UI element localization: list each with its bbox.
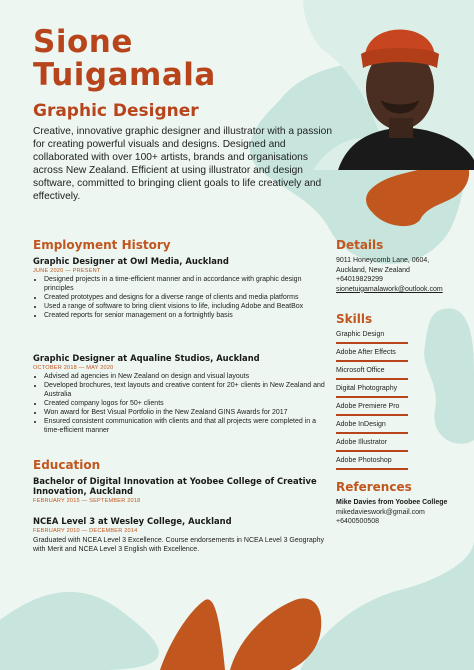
education-title: Bachelor of Digital Innovation at Yoobee College of Creative Innovation, Auckland	[33, 476, 317, 496]
job-dates: JUNE 2020 — PRESENT	[33, 268, 101, 274]
skill-item: Microsoft Office	[336, 366, 408, 380]
profile-summary: Creative, innovative graphic designer and illustrator with a passion for creating powerful visuals and designs. Designed and collaborated with over 100+ artists, brands and organisations across New Zealand. Efficient at using illustrator and design software, committed to bringing client goals to life creatively and effectively.	[33, 126, 332, 202]
skill-item: Adobe Illustrator	[336, 438, 408, 452]
skill-item: Adobe Photoshop	[336, 456, 408, 470]
reference-email: mikedavieswork@gmail.com	[336, 508, 425, 516]
job-entry	[33, 256, 325, 320]
contact-details	[336, 256, 461, 294]
job-bullet: • Advised ad agencies in New Zealand on design and visual layouts	[44, 372, 325, 381]
references-section-title: References	[336, 480, 412, 494]
education-dates: FEBRUARY 2015 — SEPTEMBER 2018	[33, 498, 141, 504]
phone-number: +64019829299	[336, 276, 383, 283]
reference-phone: +6400500508	[336, 518, 380, 525]
job-bullet: • Created company logos for 50+ clients	[44, 399, 325, 408]
first-name: Sione	[33, 24, 133, 60]
skills-section-title: Skills	[336, 312, 373, 326]
job-bullets	[33, 275, 325, 320]
reference-entry	[336, 498, 460, 527]
education-description: Graduated with NCEA Level 3 Excellence. Course endorsements in NCEA Level 3 Geography with Merit and NCEA Level 3 English with Excellence.	[33, 537, 325, 553]
last-name: Tuigamala	[33, 57, 216, 93]
skill-item: Graphic Design	[336, 330, 408, 344]
job-bullet: • Used a range of software to bring client visions to life, including Adobe and BeatBox	[44, 302, 325, 311]
full-name	[33, 26, 216, 92]
decorative-blob-orange-bottom	[130, 590, 330, 670]
job-entry	[33, 353, 325, 435]
education-dates: FEBRUARY 2010 — DECEMBER 2014	[33, 528, 138, 534]
reference-name: Mike Davies from Yoobee College	[336, 499, 448, 506]
job-bullet: • Created reports for senior management on a fortnightly basis	[44, 311, 325, 320]
skill-item: Digital Photography	[336, 384, 408, 398]
job-role-title: Graphic Designer	[33, 101, 199, 121]
skill-item: Adobe Premiere Pro	[336, 402, 408, 416]
job-bullet: • Developed brochures, text layouts and creative content for 20+ clients in New Zealand and Australia	[44, 381, 325, 399]
skill-item: Adobe After Effects	[336, 348, 408, 362]
job-bullet: • Won award for Best Visual Portfolio in the New Zealand GINS Awards for 2017	[44, 408, 325, 417]
address-line: Auckland, New Zealand	[336, 266, 410, 274]
education-entry	[33, 476, 333, 506]
education-section-title: Education	[33, 458, 101, 472]
email-link[interactable]: sionetuigamalawork@outlook.com	[336, 285, 443, 293]
job-bullet: • Designed projects in a time-efficient manner and in accordance with graphic design principles	[44, 275, 325, 293]
job-title: Graphic Designer at Aqualine Studios, Auckland	[33, 353, 260, 363]
employment-section-title: Employment History	[33, 238, 171, 252]
job-bullet: • Created prototypes and designs for a diverse range of clients and media platforms	[44, 293, 325, 302]
job-title: Graphic Designer at Owl Media, Auckland	[33, 256, 229, 266]
job-dates: OCTOBER 2018 — MAY 2020	[33, 365, 114, 371]
education-entry	[33, 516, 333, 554]
skills-list	[336, 330, 461, 474]
education-title: NCEA Level 3 at Wesley College, Auckland	[33, 516, 232, 526]
job-bullet: • Ensured consistent communication with clients and that all projects were completed in a time-efficient manner	[44, 417, 325, 435]
address-line: 9011 Honeycomb Lane, 0604,	[336, 257, 430, 264]
job-bullets	[33, 372, 325, 435]
details-section-title: Details	[336, 238, 384, 252]
skill-item: Adobe InDesign	[336, 420, 408, 434]
